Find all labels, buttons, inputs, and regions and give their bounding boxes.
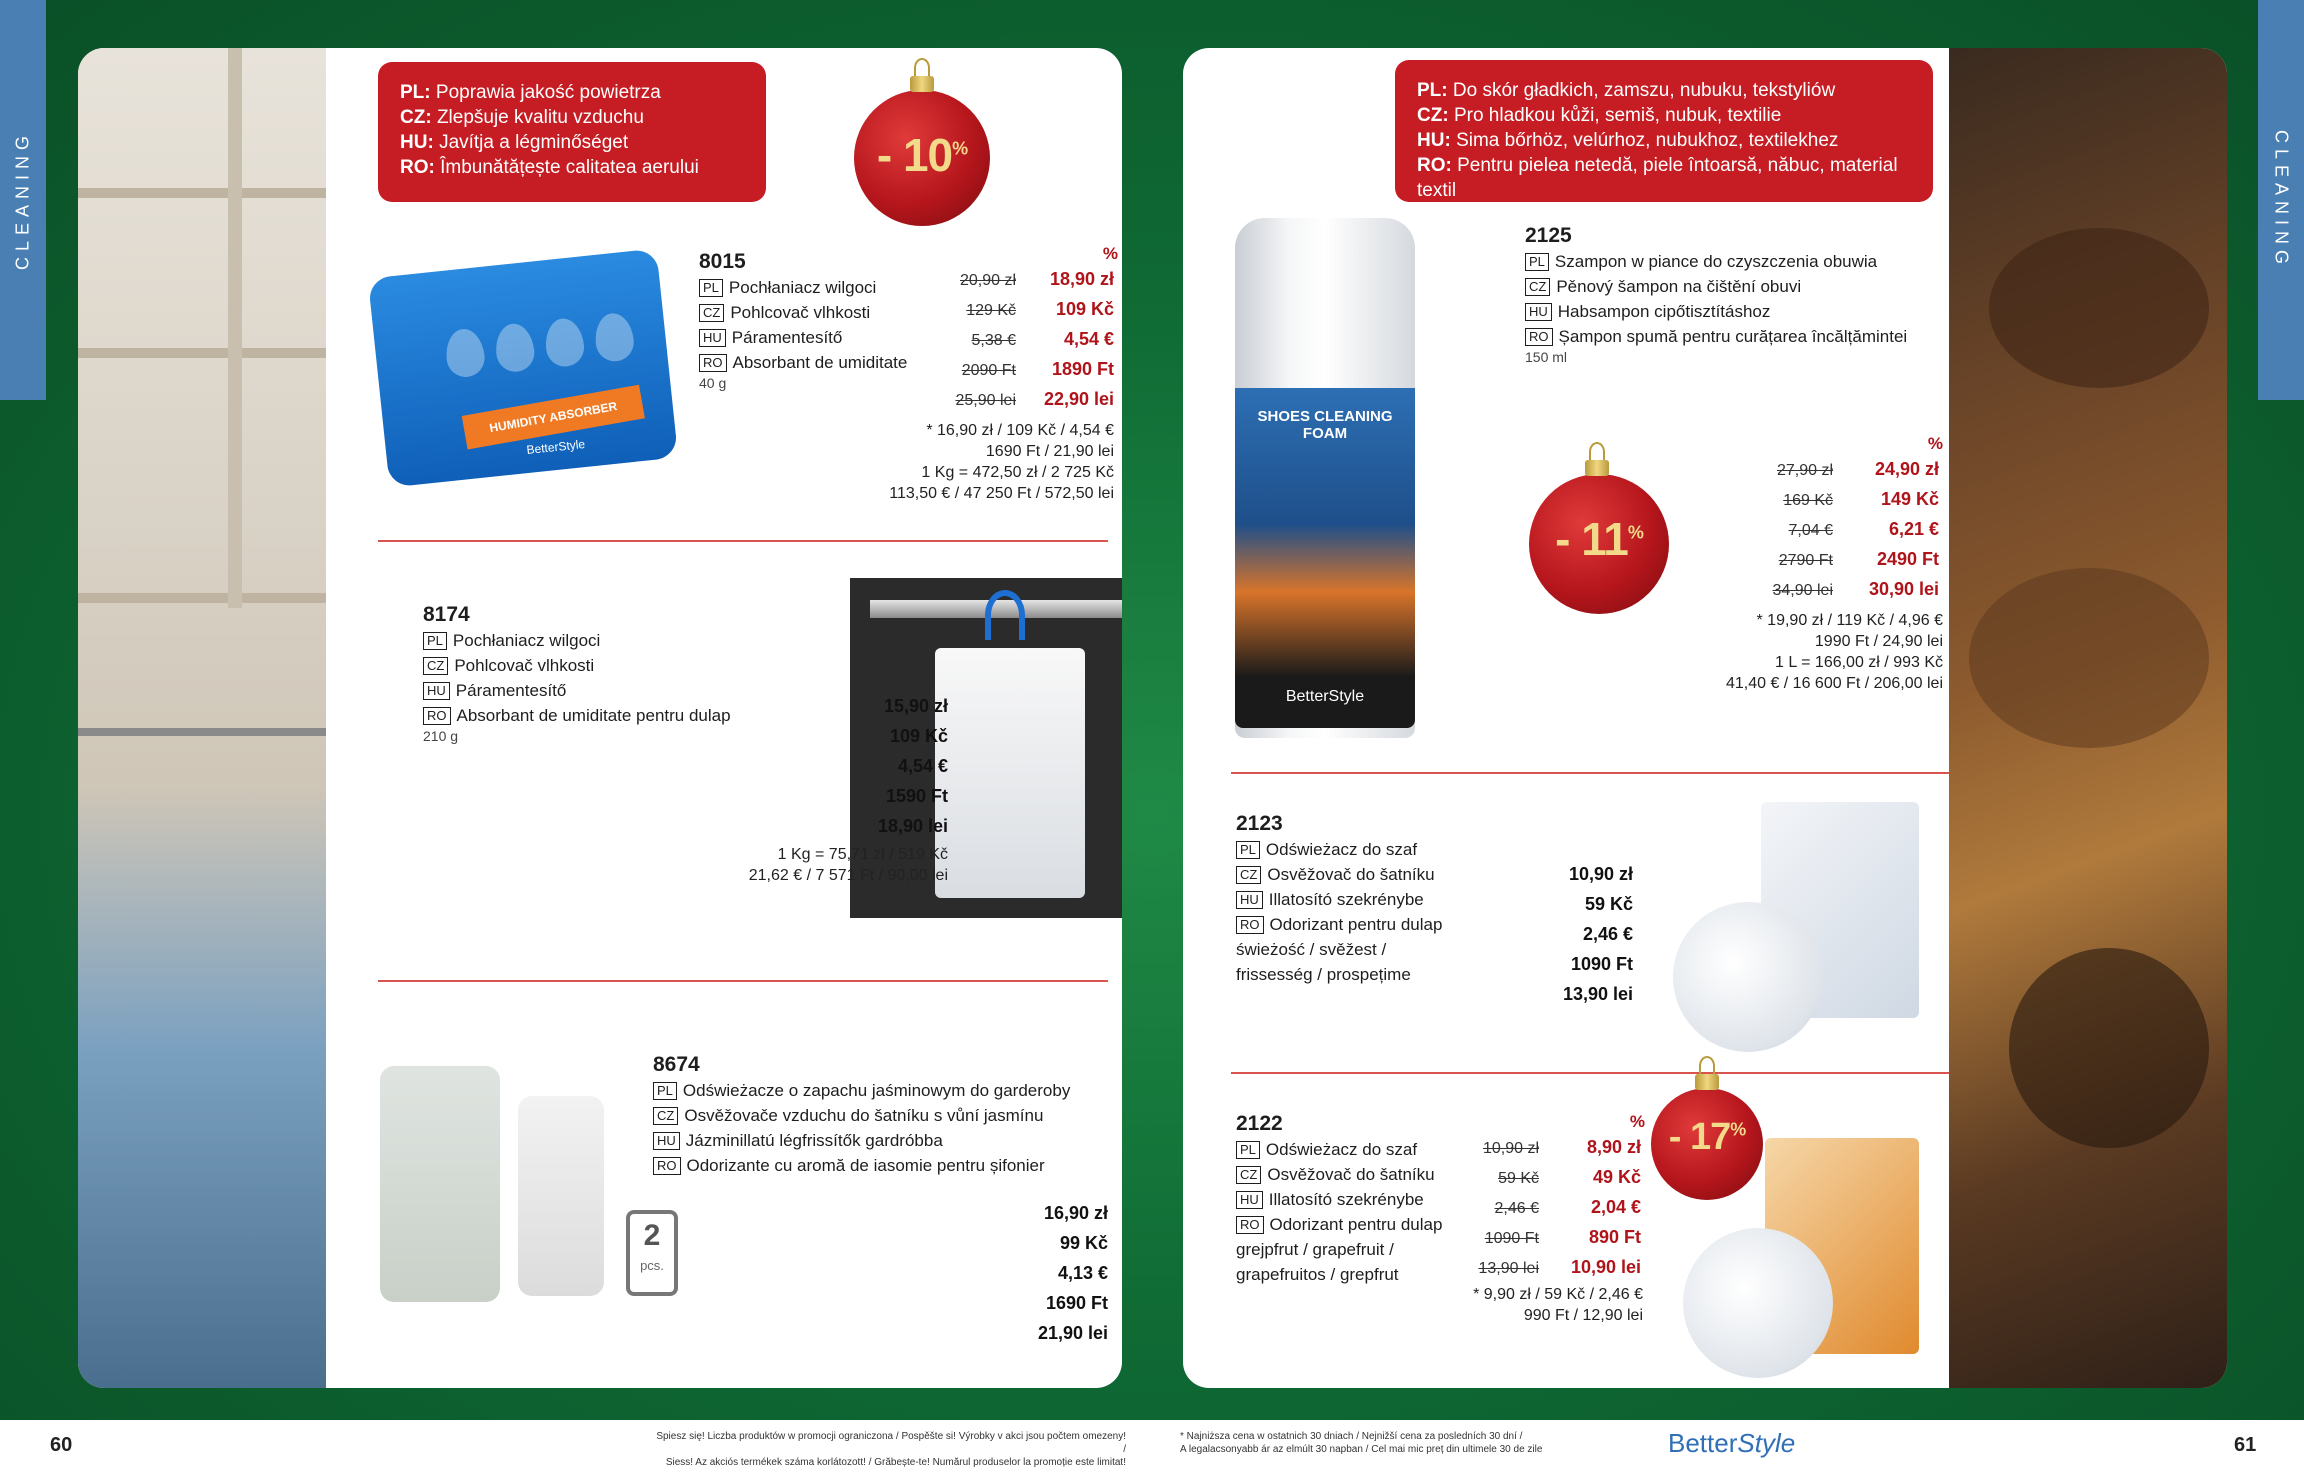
footer xyxy=(0,1420,2304,1477)
shelf-divider xyxy=(228,48,242,608)
side-tab-left xyxy=(0,0,46,400)
side-tab-right xyxy=(2258,0,2304,400)
air-quality-banner: PL: Poprawia jakość powietrza CZ: Zlepšuje kvalitu vzduchu HU: Javítja a légminőséget RO: Îmbunătățește calitatea aerului xyxy=(378,62,766,202)
divider xyxy=(378,980,1108,982)
price-list: % 20,90 zł 18,90 zł 129 Kč 109 Kč 5,38 € 4,54 € 2090 Ft 1890 Ft 25,90 lei 22,90 lei xyxy=(955,244,1118,409)
left-page-panel xyxy=(78,48,1122,1388)
closet-photo xyxy=(78,48,326,1388)
shoe-foam-can-image: SHOES CLEANING FOAM BetterStyle xyxy=(1235,218,1415,738)
page-number-right: 61 xyxy=(2234,1434,2257,1456)
discount-ornament-10: - 10% xyxy=(854,90,990,226)
shoe-materials-banner: PL: Do skór gładkich, zamszu, nubuku, tekstyliów CZ: Pro hladkou kůži, semiš, nubuk, textilie HU: Sima bőrhöz, velúrhoz, nubukhoz, textilekhez RO: Pentru pielea netedă, piele întoarsă, năbuc, material textil xyxy=(1395,60,1933,202)
freshener-disc-image xyxy=(1683,1228,1833,1378)
shelf xyxy=(78,348,326,358)
product-code: 2125 xyxy=(1525,224,1572,247)
price-list: 16,90 zł 99 Kč 4,13 € 1690 Ft 21,90 lei xyxy=(1037,1203,1108,1343)
brand-logo: BetterStyle xyxy=(1668,1428,1796,1458)
product-code: 2123 xyxy=(1236,812,1283,835)
discount-ornament-11: - 11% xyxy=(1529,474,1669,614)
boots-photo xyxy=(1949,48,2227,1388)
product-names: PL Odświeżacz do szaf CZ Osvěžovač do šatníku HU Illatosító szekrénybe RO Odorizant pentru dulap świeżość / svěžest / frissesség / prospețime xyxy=(1236,840,1443,984)
price-notes: * 9,90 zł / 59 Kč / 2,46 € 990 Ft / 12,90 lei xyxy=(1473,1286,1643,1324)
product-names: PL Odświeżacz do szaf CZ Osvěžovač do šatníku HU Illatosító szekrénybe RO Odorizant pentru dulap grejpfrut / grapefruit / grapefruitos / grepfrut xyxy=(1236,1140,1443,1284)
jasmine-sachet-image xyxy=(518,1096,604,1296)
jasmine-sachet-image xyxy=(380,1066,500,1302)
discount-ornament-17: - 17% xyxy=(1651,1088,1763,1200)
side-tab-label: CLEANING xyxy=(12,129,33,271)
promo-note: Spiesz się! Liczba produktów w promocji ograniczona / Pospěšte si! Výrobky v akci jsou počtem omezeny! / Siess! Az akciós termékek száma korlátozott! / Grăbește-te! Numărul produselor la promoție este limitat! xyxy=(656,1431,1126,1468)
product-names: PL Szampon w piance do czyszczenia obuwia CZ Pěnový šampon na čištění obuvi HU Habsampon cipőtisztításhoz RO Șampon spumă pentru curățarea încălțămintei 150 ml xyxy=(1525,252,1908,365)
right-page-panel xyxy=(1183,48,2227,1388)
freshener-disc-image xyxy=(1673,902,1823,1052)
product-names: PL Pochłaniacz wilgoci CZ Pohlcovač vlhkosti HU Páramentesítő RO Absorbant de umiditate pentru dulap 210 g xyxy=(423,631,731,744)
price-notes: * 16,90 zł / 109 Kč / 4,54 € 1690 Ft / 21,90 lei 1 Kg = 472,50 zł / 2 725 Kč 113,50 € / 47 250 Ft / 572,50 lei xyxy=(889,422,1114,502)
product-code: 8174 xyxy=(423,603,470,626)
shelf xyxy=(78,593,326,603)
divider xyxy=(1231,772,1949,774)
product-code: 8674 xyxy=(653,1053,700,1076)
product-code: 8015 xyxy=(699,250,746,273)
price-list: % 27,90 zł 24,90 zł 169 Kč 149 Kč 7,04 € 6,21 € 2790 Ft 2490 Ft 34,90 lei 30,90 lei xyxy=(1772,434,1943,599)
clothes-rail xyxy=(78,728,326,736)
shelf xyxy=(78,188,326,198)
lowest-price-note: * Najniższa cena w ostatnich 30 dniach / Nejnižší cena za posledních 30 dní / A legalacsonyabb ár az elmúlt 30 napban / Cel mai mic preț din ultimele 30 de zile xyxy=(1180,1431,1543,1455)
divider xyxy=(378,540,1108,542)
pcs-badge: 2 pcs. xyxy=(626,1210,678,1296)
product-code: 2122 xyxy=(1236,1112,1283,1135)
price-list: 10,90 zł 59 Kč 2,46 € 1090 Ft 13,90 lei xyxy=(1562,864,1633,1004)
product-names: PL Odświeżacze o zapachu jaśminowym do garderoby CZ Osvěžovače vzduchu do šatníku s vůní jasmínu HU Jázminillatú légfrissítők gardróbba RO Odorizante cu aromă de iasomie pentru șifonier xyxy=(653,1078,1070,1178)
side-tab-label: CLEANING xyxy=(2271,129,2292,271)
page-number-left: 60 xyxy=(50,1434,73,1456)
product-names: PL Pochłaniacz wilgoci CZ Pohlcovač vlhkosti HU Páramentesítő RO Absorbant de umiditate 40 g xyxy=(699,278,908,391)
price-list: 15,90 zł 109 Kč 4,54 € 1590 Ft 18,90 lei xyxy=(877,696,948,836)
price-list: % 10,90 zł 8,90 zł 59 Kč 49 Kč 2,46 € 2,04 € 1090 Ft 890 Ft 13,90 lei 10,90 lei xyxy=(1478,1112,1645,1277)
price-notes: 1 Kg = 75,71 zł / 519 Kč 21,62 € / 7 571 Ft / 90,00 lei xyxy=(748,846,948,884)
price-notes: * 19,90 zł / 119 Kč / 4,96 € 1990 Ft / 24,90 lei 1 L = 166,00 zł / 993 Kč 41,40 € / 16 600 Ft / 206,00 lei xyxy=(1725,612,1943,692)
divider xyxy=(1231,1072,1949,1074)
humidity-absorber-image: HUMIDITY ABSORBER BetterStyle xyxy=(368,248,678,487)
